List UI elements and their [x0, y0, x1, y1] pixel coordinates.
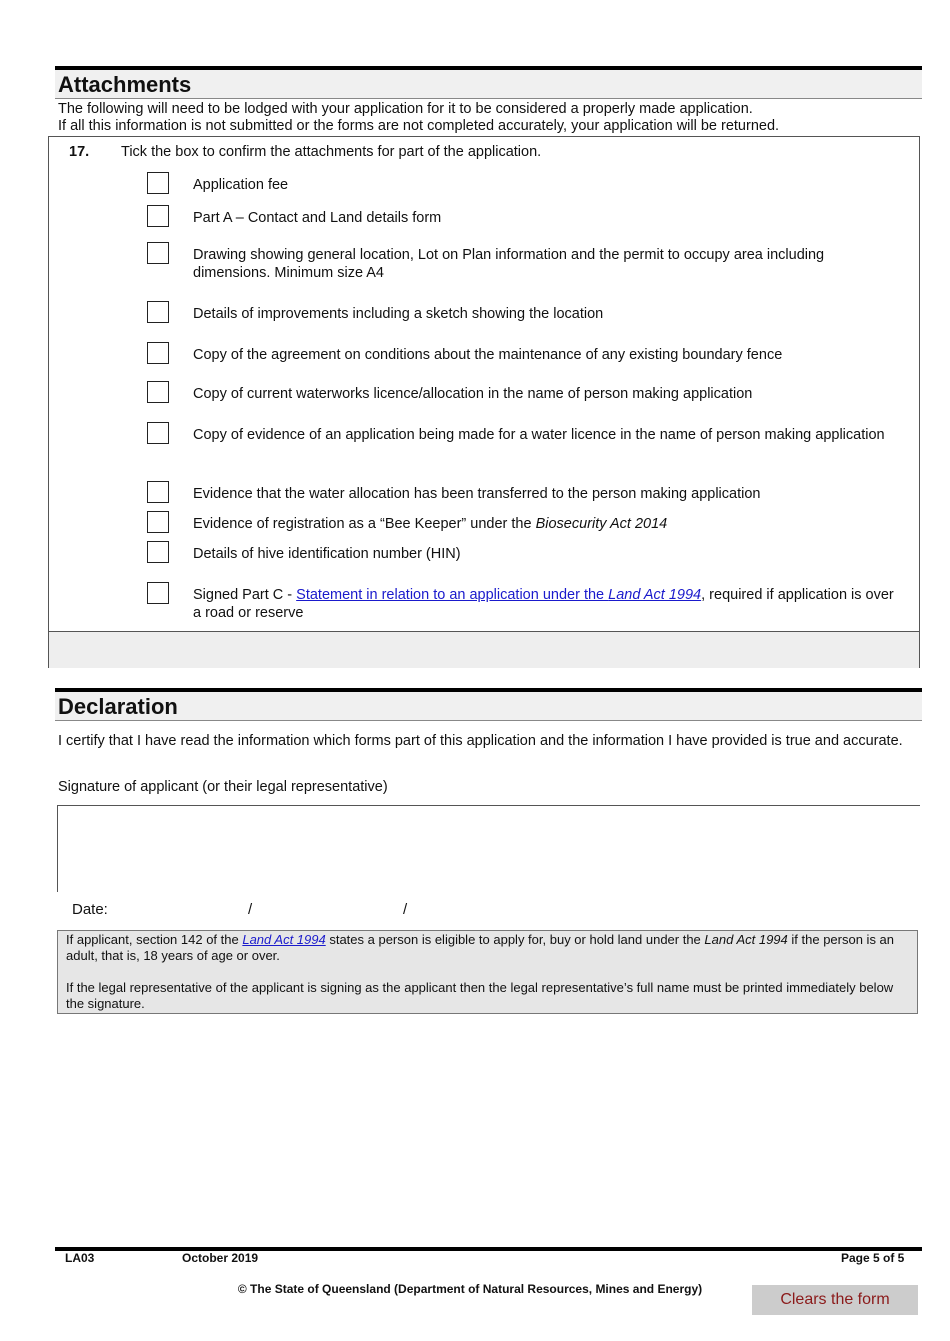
label-part-a: Part A – Contact and Land details form	[193, 210, 442, 226]
checkbox-part-a[interactable]	[147, 205, 169, 227]
question-text: Tick the box to confirm the attachments for part of the application.	[121, 144, 542, 160]
date-label: Date:	[72, 901, 108, 918]
bee-keeper-text: Evidence of registration as a “Bee Keeper” under the	[193, 516, 536, 532]
form-code: LA03	[65, 1251, 95, 1265]
declaration-title: Declaration	[58, 694, 178, 719]
eligibility-note	[57, 930, 918, 1014]
signature-field-6[interactable]	[489, 862, 921, 892]
label-waterworks-licence: Copy of current waterworks licence/allocation in the name of person making application	[193, 386, 753, 402]
page-number: Page 5 of 5	[841, 1251, 905, 1265]
land-act-link[interactable]: Land Act 1994	[242, 932, 326, 947]
signature-field-2[interactable]	[489, 806, 921, 836]
signature-field-3[interactable]	[58, 834, 490, 864]
part-c-prefix: Signed Part C -	[193, 587, 297, 603]
part-c-statement-link[interactable]: Statement in relation to an application under the Land Act 1994	[296, 587, 702, 603]
signature-row	[58, 834, 919, 863]
attachments-title: Attachments	[58, 72, 192, 97]
date-day-field[interactable]	[118, 898, 242, 922]
label-drawing: Drawing showing general location, Lot on Plan information and the permit to occupy area including dimensions. Minimum size A4	[193, 247, 825, 281]
attachments-box-footer	[49, 631, 919, 668]
signature-field-5[interactable]	[58, 862, 490, 892]
checkbox-waterworks-licence[interactable]	[147, 381, 169, 403]
checkbox-application-fee[interactable]	[147, 172, 169, 194]
label-part-c	[193, 586, 898, 622]
date-separator: /	[248, 901, 253, 918]
signature-row	[58, 806, 919, 835]
clear-form-button[interactable]: Clears the form	[752, 1285, 918, 1315]
attachments-intro-line2: If all this information is not submitted or the forms are not completed accurately, your application will be returned.	[58, 118, 780, 134]
date-year-field[interactable]	[418, 898, 562, 922]
label-water-licence-application: Copy of evidence of an application being made for a water licence in the name of person making application	[193, 427, 885, 443]
date-month-field[interactable]	[262, 898, 398, 922]
note-paragraph-1: If applicant, section 142 of the Land Act 1994 states a person is eligible to apply for, buy or hold land under the Land Act 1994 if the person is an adult, that is, 18 years of age or over.	[66, 932, 895, 963]
declaration-certify-text: I certify that I have read the information which forms part of this application and the information I have provided is true and accurate.	[58, 733, 903, 749]
biosecurity-act: Biosecurity Act 2014	[535, 516, 668, 532]
label-application-fee: Application fee	[193, 177, 289, 193]
label-water-transfer: Evidence that the water allocation has been transferred to the person making application	[193, 486, 761, 502]
declaration-header	[55, 692, 922, 721]
checkbox-water-transfer[interactable]	[147, 481, 169, 503]
checkbox-bee-keeper[interactable]	[147, 511, 169, 533]
attachments-intro-line1: The following will need to be lodged with your application for it to be considered a properly made application.	[58, 101, 753, 117]
checkbox-drawing[interactable]	[147, 242, 169, 264]
checkbox-improvements[interactable]	[147, 301, 169, 323]
label-hive-id: Details of hive identification number (HIN)	[193, 546, 461, 562]
label-bee-keeper	[193, 515, 898, 533]
checkbox-hive-id[interactable]	[147, 541, 169, 563]
note-paragraph-2: If the legal representative of the applicant is signing as the applicant then the legal representative’s full name must be printed immediately below the signature.	[66, 980, 894, 1011]
part-c-suffix: , required if application is over a road or reserve	[193, 587, 894, 621]
label-fence-agreement: Copy of the agreement on conditions about the maintenance of any existing boundary fence	[193, 347, 783, 363]
signature-field-4[interactable]	[489, 834, 921, 864]
checkbox-fence-agreement[interactable]	[147, 342, 169, 364]
checkbox-water-licence-application[interactable]	[147, 422, 169, 444]
checkbox-part-c[interactable]	[147, 582, 169, 604]
signature-row	[58, 862, 919, 890]
date-separator: /	[403, 901, 408, 918]
signature-box	[57, 805, 920, 892]
attachments-header	[55, 70, 922, 99]
form-date: October 2019	[182, 1251, 259, 1265]
label-improvements: Details of improvements including a sketch showing the location	[193, 306, 604, 322]
question-number: 17.	[69, 144, 90, 160]
signature-field-1[interactable]	[58, 806, 490, 836]
signature-label: Signature of applicant (or their legal representative)	[58, 779, 388, 795]
copyright-notice: © The State of Queensland (Department of Natural Resources, Mines and Energy)	[237, 1282, 703, 1296]
